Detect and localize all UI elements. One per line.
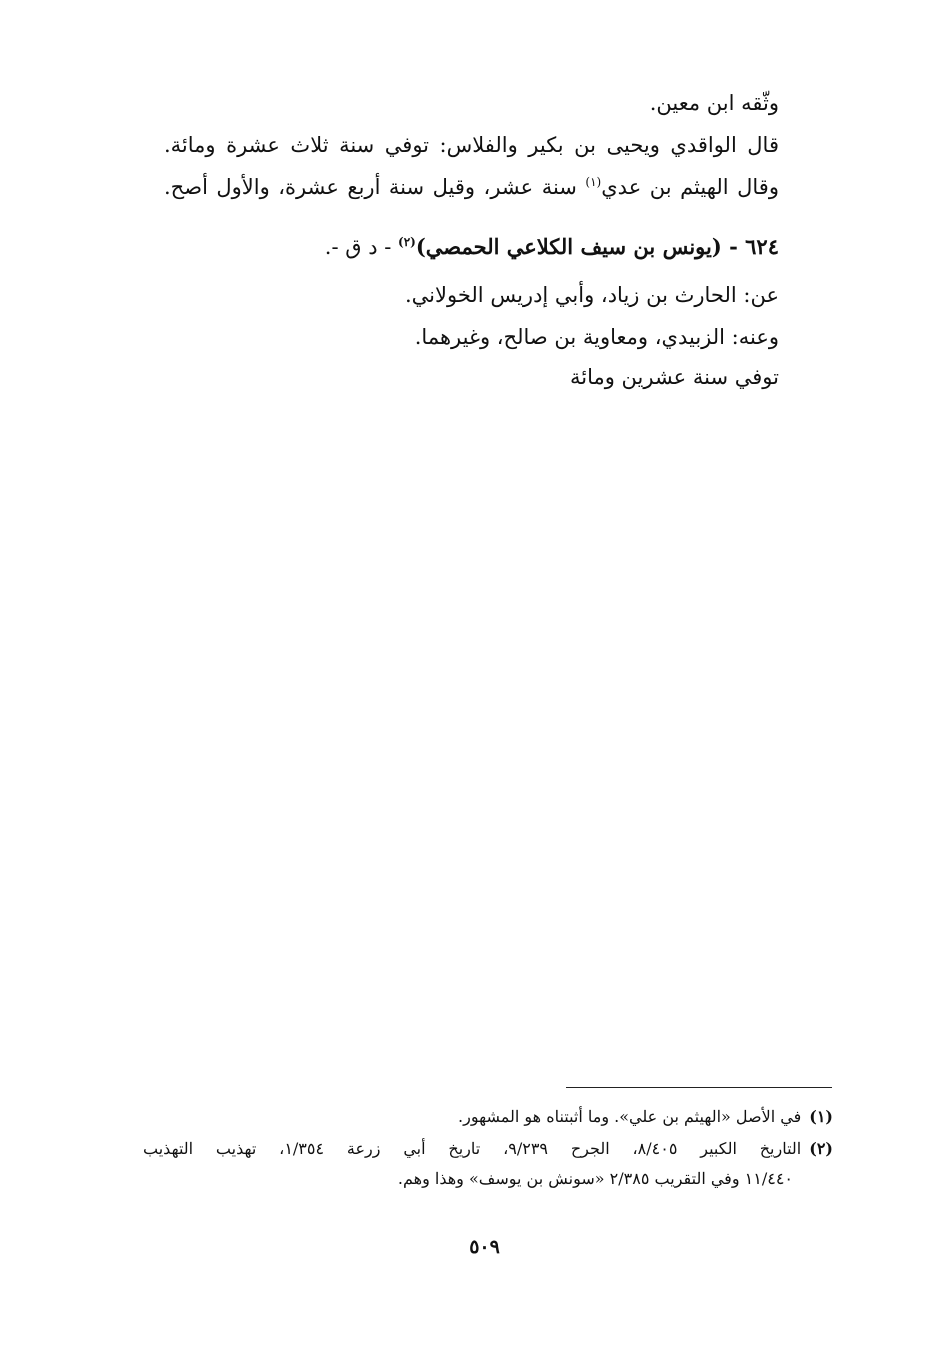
entry-title: ٦٢٤ - (يونس بن سيف الكلاعي الحمصي) [415,234,779,259]
footnote-1-text: في الأصل «الهيثم بن علي». وما أثبتناه هو المشهور. [458,1107,802,1126]
text-line-1: وثّقه ابن معين. [649,91,779,115]
text-line-2: قال الواقدي ويحيى بن بكير والفلاس: توفي سنة ثلاث عشرة ومائة. [164,133,779,157]
text-line-3-end: سنة عشر، وقيل سنة أربع عشرة، والأول أصح. [164,175,586,199]
footnote-2-number: (٢) [809,1139,833,1158]
footnote-ref-2[interactable]: (٢) [398,235,416,249]
entry-codes: - د ق -. [324,235,399,259]
narrated-by-line: وعنه: الزبيدي، ومعاوية بن صالح، وغيرهما. [414,325,779,349]
narrated-from-line: عن: الحارث بن زياد، وأبي إدريس الخولاني. [405,283,779,307]
footnote-2 [143,1136,833,1162]
footnote-2-text: التاريخ الكبير ٨/٤٠٥، الجرح ٩/٢٣٩، تاريخ أبي زرعة ١/٣٥٤، تهذيب التهذيب [143,1139,802,1158]
footnote-ref-1[interactable]: (١) [585,175,602,189]
footnote-1-number: (١) [809,1107,833,1126]
text-line-3-start: وقال الهيثم بن عدي [601,175,779,199]
footnote-1 [458,1104,833,1130]
entry-heading [325,232,779,262]
footnote-divider [566,1087,832,1088]
death-year-line: توفي سنة عشرين ومائة [569,365,779,389]
footnote-2-continuation: ١١/٤٤٠ وفي التقريب ٢/٣٨٥ «سونش بن يوسف» وهذا وهم. [397,1169,793,1188]
text-line-3 [164,172,779,202]
page-number: ٥٠٩ [469,1236,500,1258]
